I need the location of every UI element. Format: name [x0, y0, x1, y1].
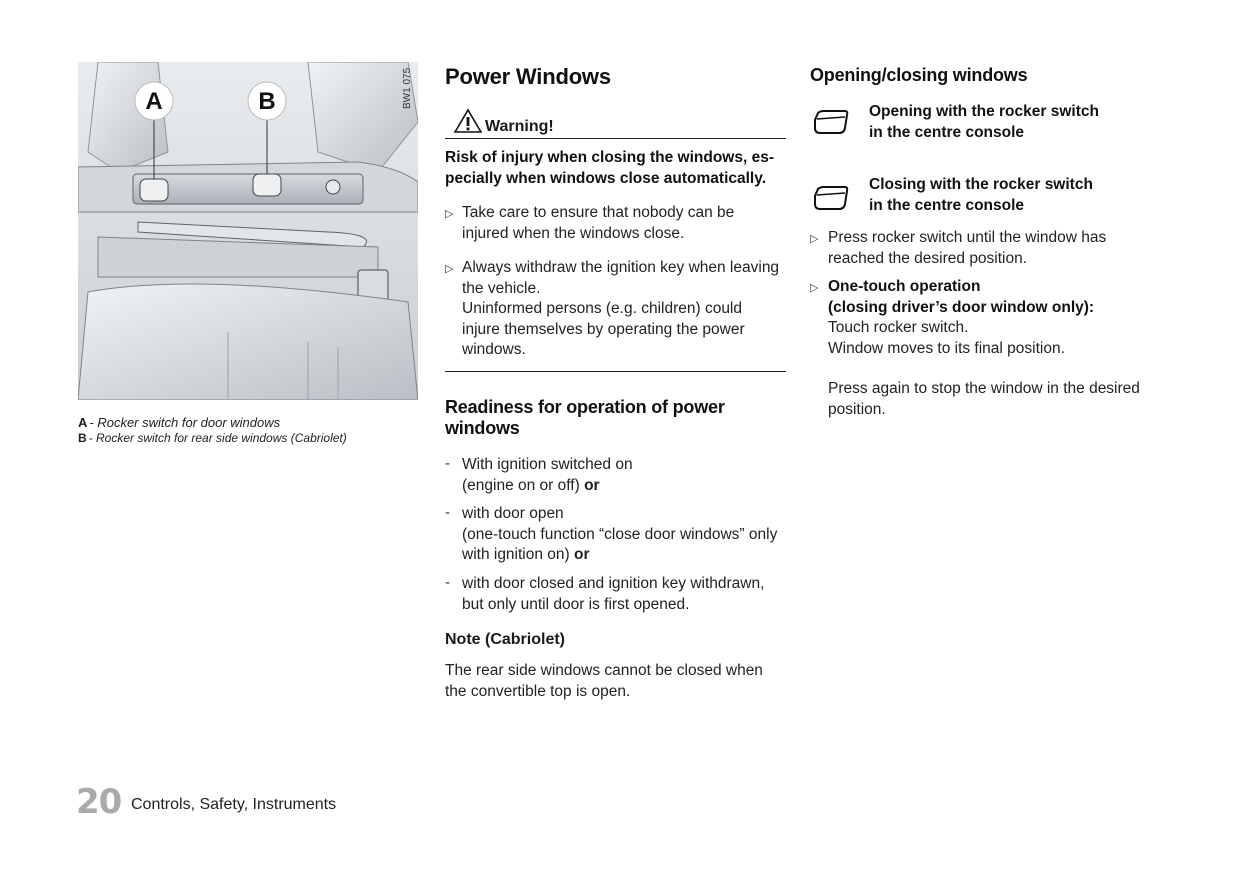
readiness-item-line: but only until door is first opened. — [462, 595, 690, 613]
closing-label — [869, 175, 1159, 216]
caption-b-text: - Rocker switch for rear side windows (Cabriolet) — [88, 431, 347, 445]
readiness-heading-line: Readiness for operation of power — [445, 397, 725, 417]
warning-item-line: injured when the windows close. — [462, 224, 685, 242]
rocker-switch-close-icon — [812, 184, 850, 212]
center-console-illustration — [78, 62, 418, 400]
warning-item-line: Take care to ensure that nobody can be — [462, 204, 735, 221]
press-again-line: position. — [828, 400, 886, 418]
press-again-line: Press again to stop the window in the desired — [828, 380, 1140, 397]
rocker-switch-open-icon — [812, 108, 850, 136]
caption-b — [78, 431, 347, 445]
one-touch-line: Window moves to its final position. — [828, 339, 1065, 357]
note-heading: Note (Cabriolet) — [445, 631, 565, 648]
dash-bullet: - — [445, 504, 450, 521]
triangle-bullet-icon: ▷ — [810, 233, 819, 245]
press-line: reached the desired position. — [828, 249, 1028, 267]
opening-closing-heading: Opening/closing windows — [810, 65, 1028, 85]
note-line: the convertible top is open. — [445, 682, 631, 700]
triangle-bullet-icon: ▷ — [445, 208, 454, 220]
readiness-heading — [445, 397, 786, 439]
readiness-item — [462, 455, 786, 496]
caption-a-text: - Rocker switch for door windows — [89, 415, 281, 430]
readiness-item-line: with door open — [462, 505, 564, 522]
warning-lead-line: Risk of injury when closing the windows, es- — [445, 149, 774, 166]
readiness-item-line: (engine on or off) or — [462, 476, 600, 494]
warning-item — [462, 258, 786, 361]
section-divider — [445, 371, 786, 372]
caption-a-key: A — [78, 415, 88, 430]
figure-code: BW1 075 — [402, 67, 413, 109]
readiness-heading-line: windows — [445, 418, 520, 438]
warning-header — [445, 108, 786, 139]
opening-label — [869, 102, 1159, 143]
footer-section-title: Controls, Safety, Instruments — [131, 796, 337, 813]
warning-label: Warning! — [485, 118, 554, 135]
warning-item — [462, 203, 786, 244]
page-title: Power Windows — [445, 64, 611, 89]
warning-item-line: the vehicle. — [462, 279, 541, 297]
press-line: Press rocker switch until the window has — [828, 229, 1107, 246]
warning-item-line: Uninformed persons (e.g. children) could — [462, 300, 742, 317]
readiness-item — [462, 574, 786, 615]
one-touch-heading — [828, 277, 1155, 318]
one-touch-line: Touch rocker switch. — [828, 319, 969, 336]
dash-bullet: - — [445, 455, 450, 472]
note-text — [445, 661, 786, 702]
dash-bullet: - — [445, 574, 450, 591]
readiness-item-line: with ignition on) or — [462, 546, 590, 563]
readiness-item-line: (one-touch function “close door windows” only — [462, 525, 778, 543]
warning-item-line: injure themselves by operating the power — [462, 320, 745, 338]
opening-line: in the centre console — [869, 123, 1025, 141]
press-again-text — [828, 379, 1155, 420]
opening-line: Opening with the rocker switch — [869, 103, 1099, 120]
readiness-or: or — [584, 476, 600, 494]
page-number: 20 — [76, 782, 122, 822]
readiness-or: or — [574, 546, 590, 563]
figure-label-a: A — [145, 88, 163, 115]
caption-a — [78, 415, 280, 430]
warning-item-line: Always withdraw the ignition key when leaving — [462, 259, 780, 276]
caption-b-key: B — [78, 431, 87, 445]
warning-lead-line: pecially when windows close automatically. — [445, 169, 767, 187]
one-touch-text — [828, 318, 1155, 359]
closing-line: Closing with the rocker switch — [869, 176, 1093, 193]
readiness-item — [462, 504, 786, 566]
warning-triangle-icon — [453, 108, 483, 134]
warning-item-line: windows. — [462, 341, 526, 358]
triangle-bullet-icon: ▷ — [445, 263, 454, 275]
figure-label-b: B — [258, 88, 276, 115]
closing-line: in the centre console — [869, 196, 1025, 214]
note-line: The rear side windows cannot be closed when — [445, 662, 763, 679]
warning-lead — [445, 148, 786, 189]
readiness-item-line: With ignition switched on — [462, 456, 633, 473]
press-text — [828, 228, 1155, 269]
readiness-item-line: with door closed and ignition key withdrawn, — [462, 575, 765, 592]
one-touch-heading-line: (closing driver’s door window only): — [828, 298, 1095, 316]
one-touch-heading-line: One-touch operation — [828, 278, 981, 295]
triangle-bullet-icon: ▷ — [810, 282, 819, 294]
